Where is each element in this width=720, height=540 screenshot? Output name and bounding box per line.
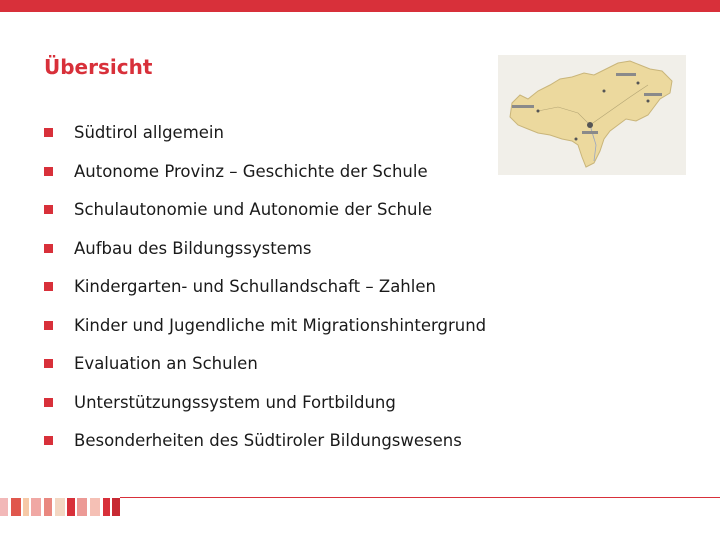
bullet-square-icon [44, 128, 53, 137]
bullet-square-icon [44, 321, 53, 330]
map-icon [498, 55, 686, 175]
list-item-text: Südtirol allgemein [74, 123, 224, 142]
list-item-text: Aufbau des Bildungssystems [74, 238, 312, 258]
list-item-text: Schulautonomie und Autonomie der Schule [74, 200, 433, 219]
south-tyrol-map-image [498, 55, 686, 175]
bullet-square-icon [44, 398, 53, 407]
bullet-square-icon [44, 244, 53, 253]
bullet-square-icon [44, 436, 53, 445]
slide-title: Übersicht [44, 55, 153, 79]
list-item-text: Besonderheiten des Südtiroler Bildungswesens [74, 431, 462, 450]
bullet-square-icon [44, 167, 53, 176]
list-item-text: Unterstützungssystem und Fortbildung [74, 392, 396, 412]
bullet-square-icon [44, 205, 53, 214]
bullet-square-icon [44, 282, 53, 291]
list-item-text: Autonome Provinz – Geschichte der Schule [74, 161, 428, 181]
list-item-text: Kinder und Jugendliche mit Migrationshintergrund [74, 315, 487, 335]
list-item-text: Evaluation an Schulen [74, 354, 258, 373]
top-accent-bar [0, 0, 720, 12]
footer-stripe-decoration [0, 498, 720, 516]
bullet-square-icon [44, 359, 53, 368]
list-item-text: Kindergarten- und Schullandschaft – Zahlen [74, 277, 436, 296]
